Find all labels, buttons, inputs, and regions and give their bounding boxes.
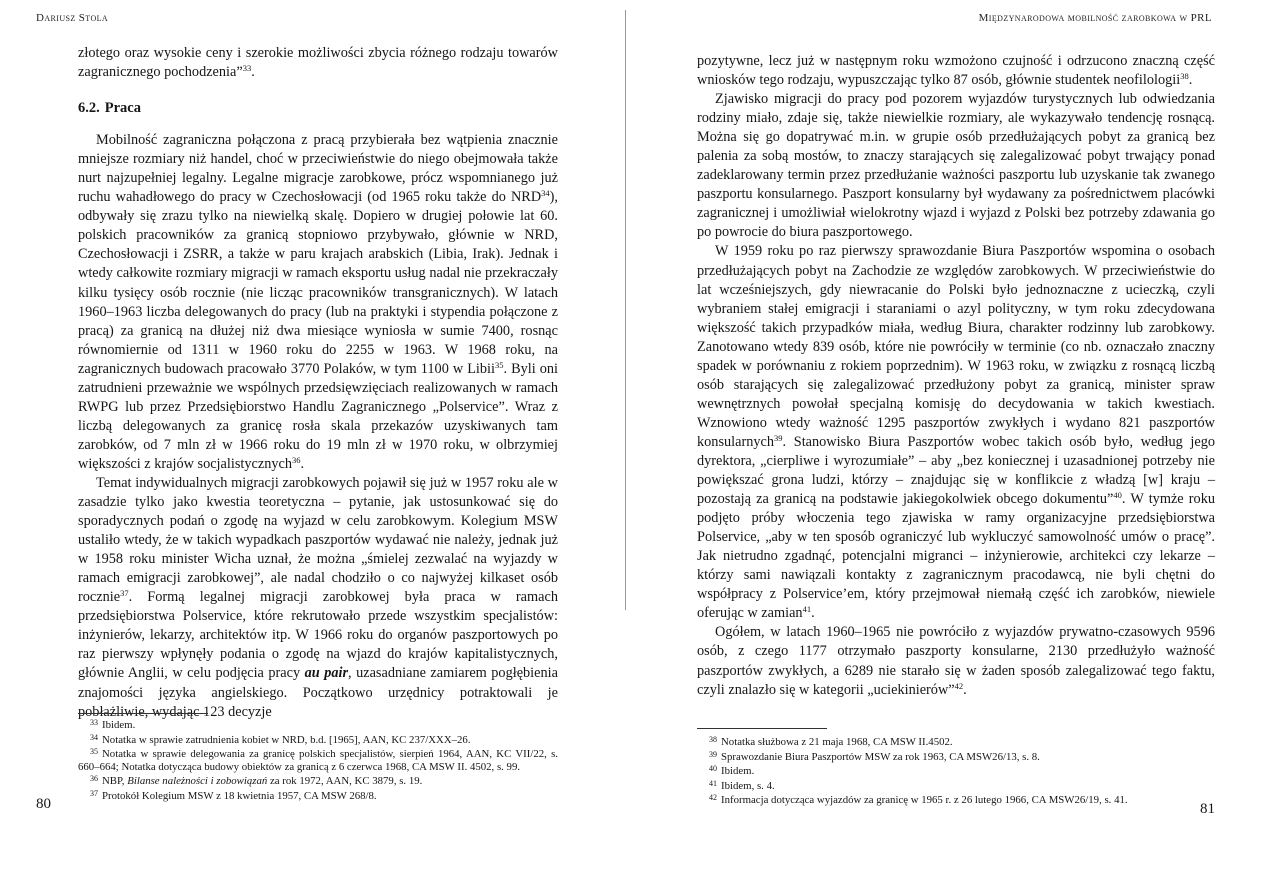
footnote-ref[interactable]: 42 <box>954 680 964 691</box>
footnote-number: 36 <box>90 774 98 784</box>
left-body-text <box>78 44 558 722</box>
footnote-number: 37 <box>90 788 98 798</box>
footnote <box>78 773 558 788</box>
footnote <box>78 732 558 747</box>
page-number: 80 <box>36 796 51 812</box>
footnote-text: Notatka służbowa z 21 maja 1968, CA MSW II.4502. <box>721 736 953 748</box>
footnote-title: Bilanse należności i zobowiązań <box>127 775 268 788</box>
footnote-text: za rok 1972, AAN, KC 3879, s. 19. <box>267 775 423 788</box>
footnote-divider <box>78 713 208 714</box>
section-title: Praca <box>104 100 141 117</box>
footnote-text: Notatka w sprawie delegowania za granicę polskich specjalistów, sierpień 1964, AAN, KC VII/22, s. 660–664; Notatka dotycząca budowy obiektów za granicą z 6 czerwca 1968, CA MSW II. 4502, s. 99. <box>78 748 558 773</box>
footnote-number: 40 <box>709 764 717 774</box>
paragraph: Ogółem, w latach 1960–1965 nie powróciło z wyjazdów prywatno-czasowych 9596 osób, z czego 1177 otrzymało paszporty konsularne, 2130 przedłużyło ważność paszportów zwykłych, a 6289 nie starało się w żaden sposób zalegalizować tego faktu, czyli znalazło się w kategorii „uciekinierów”$^{42}$. <box>697 624 1215 698</box>
footnote-ref[interactable]: 33 <box>242 63 252 74</box>
footnote-ref[interactable]: 39 <box>774 432 783 443</box>
footnote <box>697 734 1217 749</box>
footnote-text: Protokół Kolegium MSW z 18 kwietnia 1957, CA MSW 268/8. <box>102 789 377 802</box>
footnotes-left <box>78 717 558 803</box>
footnote-ref[interactable]: 36 <box>292 454 301 465</box>
footnote <box>697 778 1217 793</box>
section-number: 6.2. <box>78 100 100 117</box>
footnote-number: 35 <box>90 747 98 757</box>
footnote <box>78 717 558 732</box>
running-head-title: Międzynarodowa mobilność zarobkowa w PRL <box>978 12 1212 24</box>
right-body-text <box>697 52 1215 700</box>
footnote-text: Ibidem, s. 4. <box>721 779 775 792</box>
running-head-author: Dariusz Stola <box>36 12 109 24</box>
paragraph: pozytywne, lecz już w następnym roku wzmożono czujność i odrzucono znaczną część wniosków tego rodzaju, wypuszczając tylko 87 osób, głównie studentek neofilologii$^{38}$. <box>697 53 1215 89</box>
footnote-ref[interactable]: 38 <box>1180 71 1189 82</box>
footnote <box>697 749 1217 764</box>
footnote-ref[interactable]: 34 <box>541 188 550 199</box>
paragraph: W 1959 roku po raz pierwszy sprawozdanie Biura Paszportów wspomina o osobach przedłużających pobyt na Zachodzie ze względów zarobkowych. W przeciwieństwie do lat wcześniejszych, gdy niewracanie do Polski było jednoznaczne z ucieczką, czyli wybraniem stałej emigracji i staraniami o azyl polityczny, w tym roku zdecydowana większość takich przypadków miała, według Biura, charakter rodzinny lub zarobkowy. Zanotowano wtedy 839 osób, które nie powróciły w terminie (co nb. oznaczało znaczny spadek w porównaniu z rokiem poprzednim). W 1963 roku, w związku z rosnącą liczbą osób starających się zalegalizować przedłużony pobyt za granicą, minister spraw wewnętrznych powołał specjalną komisję do decydowania w takich kwestiach. Wznowiono wtedy ważność 1295 paszportów zwykłych i wydano 821 paszportów konsularnych$^{39}$. Stanowisko Biura Paszportów wobec takich osób było, według jego dyrektora, „cierpliwe i wyrozumiałe” – aby „bez koniecznej i uzasadnionej potrzeby nie powiększać grona ludzi, którzy – znajdując się w konflikcie z władzą [w] kraju – pozostają za granicą na podstawie jakiegokolwiek obcego dokumentu”$^{40}$. W tymże roku podjęto próby włoczenia tego zjawiska w ramy organizacyjne przedsiębiorstwa Polservice, „aby w ten sposób ograniczyć lub wykluczyć samowolność umów o pracę”. Jak nietrudno zgadnąć, potencjalni migranci – inżynierowie, architekci czy lekarze – którzy sami nawiązali kontakty z zagranicznym pracodawcą, nie byli chętni do współpracy z Polservice’em, który przejmował niemałą część ich zarobków, niewiele oferując w zamian$^{41}$. <box>697 243 1215 622</box>
paragraph: Temat indywidualnych migracji zarobkowych pojawił się już w 1957 roku ale w zasadzie tylko jako kwestia teoretyczna – pytanie, jak ustosunkować się do sporadycznych podań o zgodę na wyjazd w celu zarobkowym. Kolegium MSW ustaliło wtedy, że w takich wypadkach paszportów wydawać nie należy, jednak już w 1958 roku minister Wicha uznał, że można „śmielej zezwalać na wyjazdy w ramach emigracji zarobkowej”, ale nadal chodziło o co najwyżej kilkaset osób rocznie$^{37}$. Formą legalnej migracji zarobkowej była praca w ramach przedsiębiorstwa Polservice, które rekrutowało przede wszystkim specjalistów: inżynierów, lekarzy, architektów itp. W 1966 roku do organów paszportowych po raz pierwszy wpłynęły podania o zgodę na wjazd do krajów kapitalistycznych, głównie Anglii, w celu podjęcia pracy au pair, uzasadniane zamiarem pogłębienia znajomości języka angielskiego. Początkowo urzędnicy potraktowali je pobłażliwie, wydając 123 decyzje <box>78 474 558 720</box>
footnote-text: Ibidem. <box>721 765 755 778</box>
footnote <box>697 792 1217 807</box>
footnote-number: 34 <box>90 732 98 742</box>
footnote <box>78 788 558 803</box>
footnote-text: Notatka w sprawie zatrudnienia kobiet w NRD, b.d. [1965], AAN, KC 237/XXX–26. <box>102 733 471 746</box>
right-page <box>634 0 1262 894</box>
paragraph: Zjawisko migracji do pracy pod pozorem wyjazdów turystycznych lub odwiedzania rodziny miało, zdaje się, także niewielkie rozmiary, ale wykazywało tendencję rosnącą. Można się go dopatrywać m.in. w grupie osób przedłużających pobyt za granicą bez palenia za sobą mostów, to znaczy starających się zalegalizować pobyt trwający ponad zadeklarowany termin przez przedłużanie ważności paszportu lub uzyskanie tak zwanego paszportu konsularnego. Paszport konsularny był wydawany za pośrednictwem placówki zagranicznej i umożliwiał wielokrotny wjazd i wyjazd z Polski bez potrzeby zdawania go po powrocie do biura paszportowego. <box>697 91 1215 241</box>
section-heading <box>78 99 558 118</box>
footnote-ref[interactable]: 37 <box>120 588 129 599</box>
page-number: 81 <box>1200 801 1215 817</box>
footnote-text: Sprawozdanie Biura Paszportów MSW za rok 1963, CA MSW26/13, s. 8. <box>721 750 1040 763</box>
footnote-ref[interactable]: 35 <box>495 359 504 370</box>
footnotes-right <box>697 734 1217 807</box>
footnote-text: NBP, <box>102 775 128 788</box>
emphasis: au pair <box>304 665 349 682</box>
footnote-number: 38 <box>709 735 717 744</box>
footnote-ref[interactable]: 41 <box>802 604 812 615</box>
footnote-number: 39 <box>709 749 717 759</box>
footnote-text: Ibidem. <box>102 719 136 731</box>
footnote <box>78 746 558 773</box>
footnote-divider <box>697 728 827 729</box>
footnote-ref[interactable]: 40 <box>1113 490 1122 501</box>
left-page <box>0 0 620 894</box>
page-gutter-divider <box>625 10 626 610</box>
footnote-number: 41 <box>709 778 717 788</box>
intro-paragraph: złotego oraz wysokie ceny i szerokie możliwości zbycia różnego rodzaju towarów zagranicznego pochodzenia”$^{33}$. <box>78 45 558 81</box>
footnote <box>697 763 1217 778</box>
paragraph: Mobilność zagraniczna połączona z pracą przybierała bez wątpienia znacznie mniejsze rozmiary niż handel, choć w przeciwieństwie do niego obejmowała także nurt najzupełniej legalny. Legalne migracje zarobkowe, prócz wspomnianego już ruchu wahadłowego do pracy w Czechosłowacji (od 1965 roku także do NRD$^{34}$), odbywały się zrazu tylko na niewielką skalę. Dopiero w drugiej połowie lat 60. polskich pracowników za granicą stopniowo przybywało, głównie w NRD, Czechosłowacji i ZSRR, a także w paru krajach arabskich (Libia, Irak). Jednak i wtedy całkowite rozmiary migracji w ramach eksportu usług nadal nie przekraczały kilku tysięcy osób rocznie (nie licząc pracowników transgranicznych). W latach 1960–1963 liczba delegowanych do pracy (lub na praktyki i stypendia połączone z pracą) za granicą na dłużej niż dwa miesiące wyniosła w sumie 7400, rosnąc równomiernie od 1311 w 1960 roku do 2255 w 1963. W 1968 roku, na zagranicznych budowach pracowało 3770 Polaków, w tym 1100 w Libii$^{35}$. Byli oni zatrudnieni przeważnie we wspólnych przedsięwzięciach realizowanych w ramach RWPG lub przez Przedsiębiorstwo Handlu Zagranicznego „Polservice”. Wraz z liczbą delegowanych za granicę rosła skala przekazów uzyskiwanych tam zarobków, od 7 mln zł w 1966 roku do 19 mln zł w 1970 roku, w olbrzymiej większości z krajów socjalistycznych$^{36}$. <box>78 132 558 472</box>
footnote-number: 33 <box>90 718 98 727</box>
footnote-number: 42 <box>709 793 717 803</box>
footnote-text: Informacja dotycząca wyjazdów za granicę w 1965 r. z 26 lutego 1966, CA MSW26/19, s. 41. <box>721 794 1128 807</box>
